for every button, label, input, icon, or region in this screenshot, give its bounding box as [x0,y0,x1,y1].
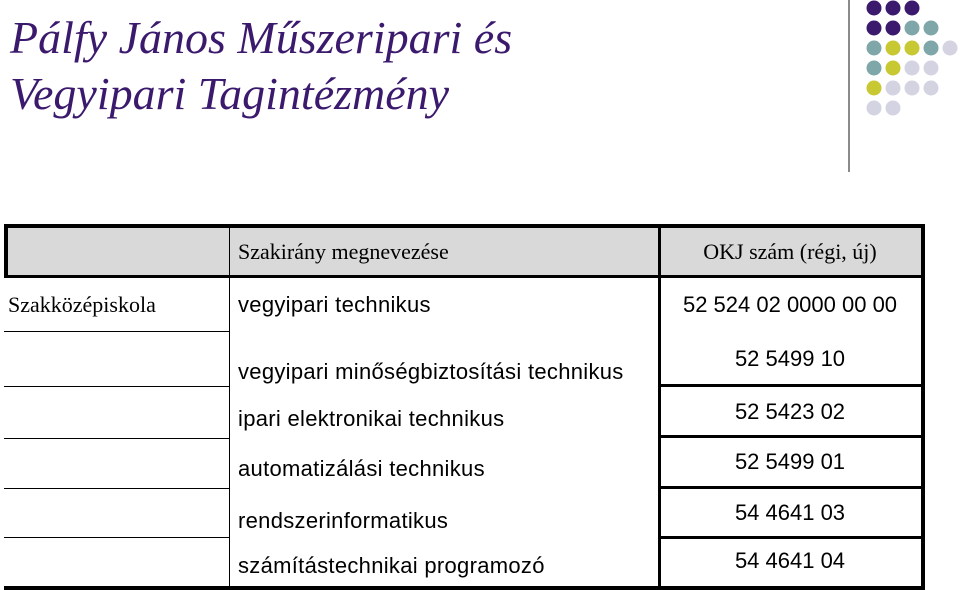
decorative-dot [886,1,901,16]
decorative-dot-grid [860,0,960,160]
table-cell-school [4,391,230,437]
table-cell-school [4,334,230,391]
page-title [10,10,810,122]
table-cell-program: számítástechnikai programozó [238,553,545,578]
row-divider [658,384,924,387]
table-cell-code: 52 5499 10 [734,346,846,371]
decorative-dot [905,61,920,76]
row-divider [4,438,230,439]
title-divider-line [848,0,850,172]
table-cell-school [4,488,230,536]
header-cell-program-name: Szakirány megnevezése [230,228,658,276]
table-border-top [4,224,924,228]
decorative-dot [867,61,882,76]
decorative-dot [905,1,920,16]
header-cell-okj-code: OKJ szám (régi, új) [658,228,922,276]
decorative-dot [886,101,901,116]
table-cell-code: 54 4641 03 [734,500,846,525]
decorative-dot [886,61,901,76]
table-cell-program: ipari elektronikai technikus [238,406,505,431]
row-divider [658,536,924,539]
title-line-1: Pálfy János Műszeripari és [10,12,513,63]
table-cell-school [4,538,230,586]
table-border-left [4,224,8,276]
header-cell-blank [4,228,230,276]
decorative-dot [867,81,882,96]
table-border-bottom [4,586,924,590]
decorative-dot [867,41,882,56]
table-cell-code: 52 5423 02 [734,399,846,424]
decorative-dot [905,41,920,56]
table-cell-school [4,440,230,486]
table-cell-program: vegyipari technikus [238,292,431,317]
decorative-dot [867,1,882,16]
decorative-dot [924,41,939,56]
decorative-dot [905,81,920,96]
decorative-dot [886,81,901,96]
decorative-dot [867,101,882,116]
programs-table [0,224,926,590]
column-divider [229,224,230,590]
table-cell-program: rendszerinformatikus [238,508,449,533]
decorative-dot [924,61,939,76]
decorative-dot [886,41,901,56]
decorative-dot [924,21,939,36]
decorative-dot [924,81,939,96]
decorative-dot [905,21,920,36]
table-cell-code: 54 4641 04 [734,548,846,573]
decorative-dot [943,41,958,56]
header-divider [4,275,924,278]
table-cell-code: 52 5499 01 [734,449,846,474]
decorative-dot [886,21,901,36]
column-divider [658,224,661,590]
row-divider [4,488,230,489]
table-cell-school: Szakközépiskola [8,292,156,317]
row-divider [658,435,924,438]
table-cell-program: vegyipari minőségbiztosítási technikus [238,359,624,384]
row-divider [4,537,230,538]
row-divider [658,486,924,489]
table-cell-program: automatizálási technikus [238,456,485,481]
decorative-dot [867,21,882,36]
title-line-2: Vegyipari Tagintézmény [10,68,450,119]
table-cell-code: 52 524 02 0000 00 00 [682,292,898,317]
row-divider [4,331,230,332]
row-divider [4,386,230,387]
